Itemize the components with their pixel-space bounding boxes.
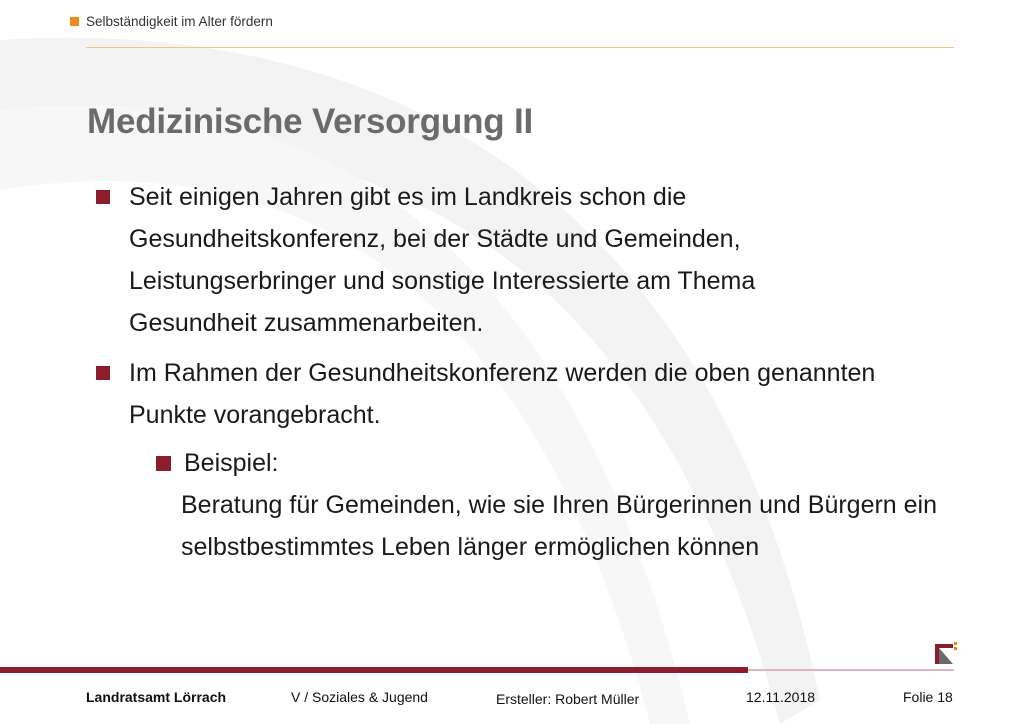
footer-date: 12.11.2018 [746,689,816,705]
footer-department: V / Soziales & Jugend [291,689,428,705]
slide-title: Medizinische Versorgung II [87,102,534,141]
bullet-square-icon [156,456,171,471]
section-label: Selbständigkeit im Alter fördern [86,14,273,29]
bullet-text: Beispiel: [184,449,279,477]
footer-page-number: Folie 18 [903,689,953,705]
bullet-text: Seit einigen Jahren gibt es im Landkreis schon die Gesundheitskonferenz, bei der Städte und Gemeinden, Leistungserbringer und sonstige Interessierte am Thema Gesundheit zusammenarbeiten. [129,183,756,337]
footer-author: Ersteller: Robert Müller [496,691,640,707]
logo-icon [933,640,959,666]
bullet-subtext: Beratung für Gemeinden, wie sie Ihren Bürgerinnen und Bürgern ein selbstbestimmtes Leben länger ermöglichen können [181,491,938,561]
header-square-icon [70,17,79,26]
footer-bar [0,667,748,673]
header-divider [86,47,954,48]
bullet-square-icon [96,366,110,380]
bullet-text: Im Rahmen der Gesundheitskonferenz werden die oben genannten Punkte vorangebracht. [129,359,876,429]
footer-organization: Landratsamt Lörrach [86,689,227,705]
bullet-square-icon [96,190,110,204]
footer-bar-thin [748,669,954,671]
slide-header [70,14,273,29]
